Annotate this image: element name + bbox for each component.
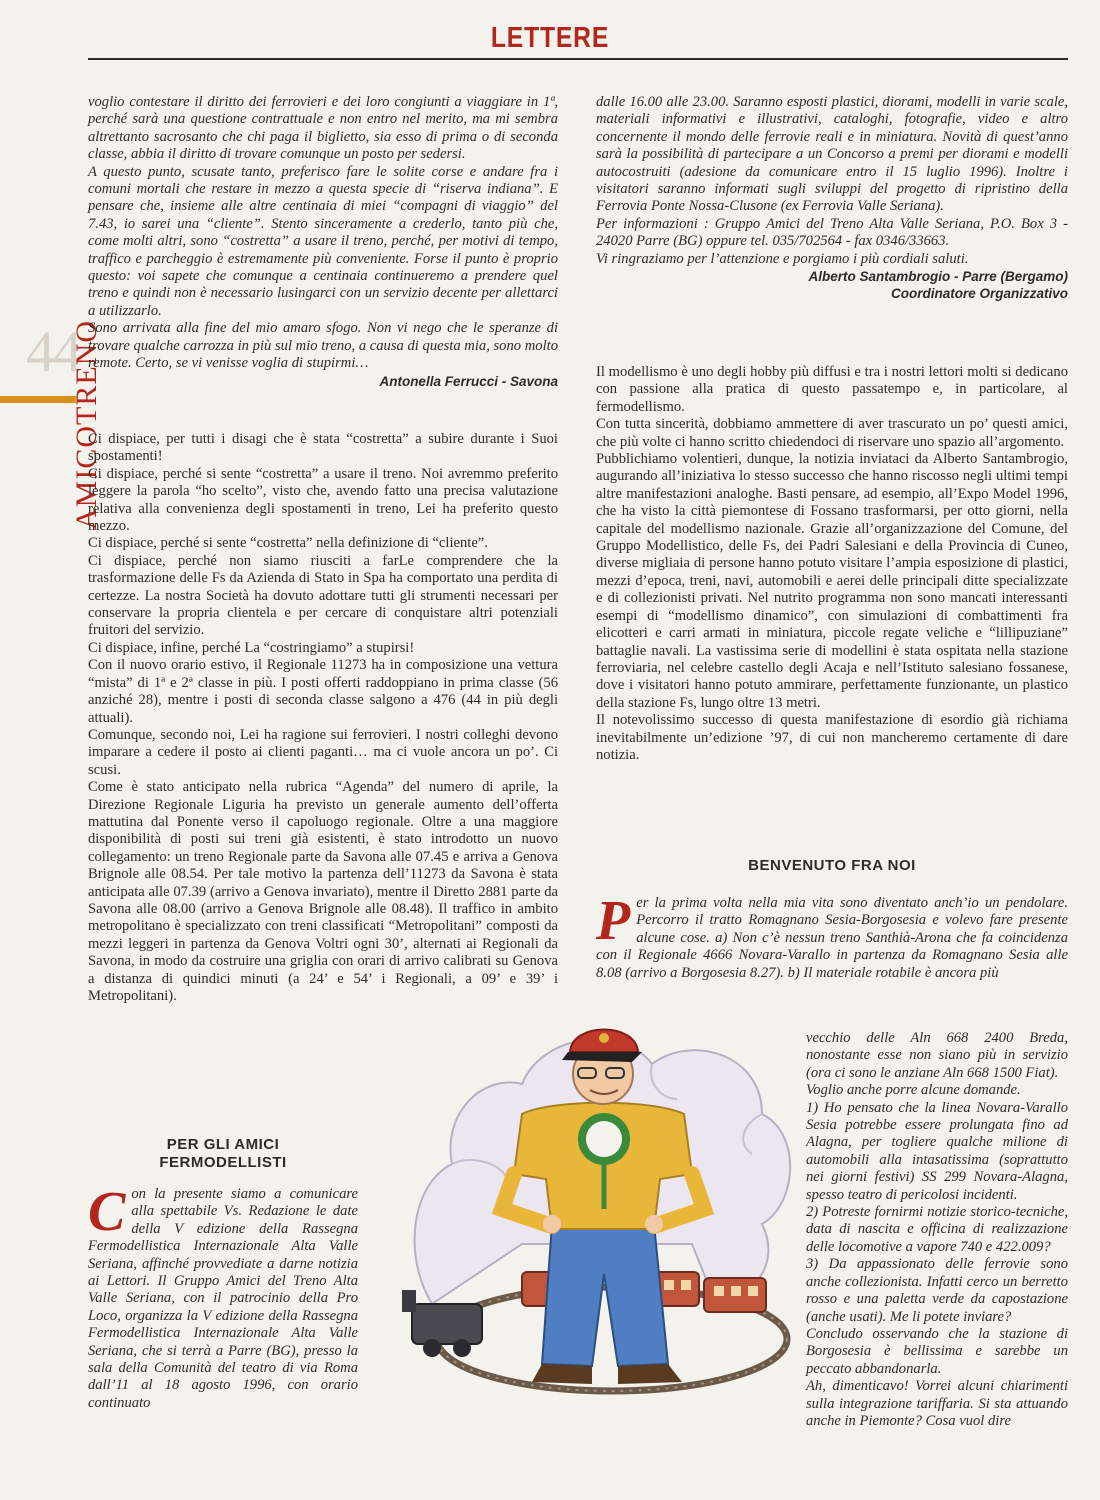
reply-paragraph: Ci dispiace, perché non siamo riusciti a farLe comprendere che la trasformazione delle Fs da Azienda di Stato in Spa ha comportato una perdita di certezze. La nostra Società ha dovuto adottare tutti gli strumenti necessari per conservare la propria clientela e per cercare di conquistare altri potenziali fruitori del servizio. <box>88 552 558 639</box>
header-rule <box>88 58 1068 60</box>
benvenuto-section <box>596 857 1068 982</box>
drop-cap: P <box>596 890 631 952</box>
reply-paragraph: Ci dispiace, perché si sente “costretta” a usare il treno. Noi avremmo preferito leggere la parola “ho scelto”, visto che, avendo fatto una precisa valutazione relativa alla convenienza degli spostamenti in treno, Lei ha preferito questo mezzo. <box>88 465 558 535</box>
letter-body: er la prima volta nella mia vita sono diventato anch’io un pendolare. Percorro il tratto Romagnano Sesia-Borgosesia e volevo fare presente alcune cose. a) Non c’è nessun treno Santhià-Arona che fa coincidenza con il Regionale 4666 Novara-Varallo in partenza da Romagnano Sesia alle 8.08 (arrivo a Borgosesia 8.27). b) Il materiale rotabile è ancora più <box>596 895 1068 981</box>
reply-paragraph: Come è stato anticipato nella rubrica “Agenda” del numero di aprile, la Direzione Regionale Liguria ha previsto un generale aumento dell’offerta mattutina dal Ponente verso il capoluogo regionale. Oltre a una maggiore disponibilità di posti sui treni già esistenti, è stato introdotto un nuovo collegamento: un treno Regionale parte da Savona alle 07.45 e arriva a Genova Brignole alle 08.54. Per tale motivo la partenza dell’11273 da Savona è stata anticipata alle 07.39 (arrivo a Genova invariato), mentre il Diretto 2881 parte da Savona alle 08.00 (arrivo a Genova Brignole alle 08.48). Il traffico in ambito metropolitano è specializzato con treni classificati “Metropolitani” composti da mezzi leggeri in partenza da Genova Voltri ogni 30’, alternati ai Regionali da Savona, in modo da costruire una griglia con orari di arrivo calibrati su Genova a distanza di quindici minuti (a 24’ e 54’ i Regionali, a 09’ e 39’ i Metropolitani). <box>88 779 558 1004</box>
letter-paragraph: Sono arrivata alla fine del mio amaro sfogo. Non vi nego che le speranze di trovare qualche carrozza in più sul mio treno, a causa di questa mia, sono molto remote. Certo, se vi venisse voglia di stupirmi… <box>88 320 558 372</box>
reply-paragraph: Con tutta sincerità, dobbiamo ammettere di aver trascurato un po’ questi amici, che più volte ci hanno scritto chiedendoci di riservare uno spazio all’argomento. <box>596 416 1068 450</box>
letter-paragraph: Ah, dimenticavo! Vorrei alcuni chiarimenti sulla integrazione tariffaria. Si sta attuando anche in Piemonte? Cosa vuol dire <box>806 1378 1068 1429</box>
reply-paragraph: Pubblichiamo volentieri, dunque, la notizia inviataci da Alberto Santambrogio, augurando all’iniziativa lo stesso successo che hanno riscosso negli ultimi tempi altre manifestazioni analoghe. Basti pensare, ad esempio, all’Expo Model 1996, che ha visto la città piemontese di Fossano trasformarsi, per otto giorni, nella capitale del modellismo nazionale. Grazie all’organizzazione del Comune, del Gruppo Modellistico, delle Fs, dei Padri Salesiani e della Provincia di Cuneo, diverse migliaia di persone hanno potuto visitare l’ampia esposizione di plastici, mezzi d’epoca, treni, navi, automobili e aerei delle principali ditte specializzate e di collezionisti privati. Nel nutrito programma non sono mancati interessanti esempi di “modellismo dinamico”, con simulazioni di combattimenti fra elicotteri e carri armati in miniatura, piccole regate veliche e “lillipuziane” battaglie navali. La vastissima serie di modellini è stata ospitata nella stazione ferroviaria, nel celebre castello degli Acaja e nell’Istituto salesiano fossanese, dove i visitatori hanno potuto ammirare, perfettamente funzionante, un plastico della stazione Fs, lungo oltre 13 metri. <box>596 451 1068 711</box>
letter-2 <box>596 94 1068 303</box>
letter-paragraph: 3) Da appassionato delle ferrovie sono anche collezionista. Infatti cerco un berretto rosso e una paletta verde da capostazione (anche usati). Me li potete inviare? <box>806 1256 1068 1325</box>
reply-paragraph: Comunque, secondo noi, Lei ha ragione sui ferrovieri. I nostri colleghi devono imparare a cedere il posto ai clienti paganti… ma ci vuole ancora un po’. Ci scusi. <box>88 726 558 778</box>
page-marker-bar <box>0 396 76 403</box>
letter-body: on la presente siamo a comunicare alla spettabile Vs. Redazione le date della V edizione della Rassegna Fermodellistica Internazionale Alta Valle Seriana, affinché provvediate a darne notizia ai Lettori. Il Gruppo Amici del Treno Alta Valle Seriana, con il patrocinio della Pro Loco, organizza la V edizione della Rassegna Fermodellistica Internazionale Alta Valle Seriana, che si terrà a Parre (BG), presso la sala della Comunità del teatro di via Roma dall’11 al 18 agosto 1996, con orario continuato <box>88 1186 358 1411</box>
letter-signature: Antonella Ferrucci - Savona <box>379 373 558 389</box>
stationmaster-illustration <box>392 1004 812 1404</box>
section-heading: FERMODELLISTI <box>159 1154 287 1171</box>
letter-1 <box>88 94 558 390</box>
letter-paragraph: 2) Potreste fornirmi notizie storico-tecniche, data di nascita e officina di realizzazione delle locomotive a vapore 740 e 422.009? <box>806 1204 1068 1255</box>
letter-paragraph: Per informazioni : Gruppo Amici del Treno Alta Valle Seriana, P.O. Box 3 - 24020 Parre (BG) oppure tel. 035/702564 - fax 0346/33663. <box>596 215 1068 250</box>
benvenuto-continuation <box>806 1030 1068 1430</box>
letter-signature: Alberto Santambrogio - Parre (Bergamo) <box>808 269 1068 285</box>
reply-1 <box>88 431 558 1005</box>
letter-paragraph: Voglio anche porre alcune domande. <box>806 1082 1021 1099</box>
figure-jeans <box>542 1224 668 1366</box>
letter-paragraph: voglio contestare il diritto dei ferrovieri e dei loro congiunti a viaggiare in 1ª, perché sarà una questione contrattuale e non entro nel merito, ma mi sembra altrettanto sacrosanto che chi paga il biglietto, sia esso di prima o di seconda classe, abbia il diritto di trovare comunque un posto per sedersi. <box>88 94 558 163</box>
reply-paragraph: Ci dispiace, perché si sente “costretta” nella definizione di “cliente”. <box>88 535 488 552</box>
letter-paragraph: 1) Ho pensato che la linea Novara-Varallo Sesia potrebbe essere prolungata fino ad Alagna, per togliere qualche milione di automobili alla intasatissima (soprattutto nei giorni festivi) SS 299 Novara-Alagna, spesso teatro di pericolosi incidenti. <box>806 1099 1068 1203</box>
reply-paragraph: Ci dispiace, infine, perché La “costringiamo” a stupirsi! <box>88 639 415 656</box>
section-title: LETTERE <box>490 22 610 54</box>
letter-paragraph: Concludo osservando che la stazione di Borgosesia è bellissima e sarebbe un peccato abbandonarla. <box>806 1325 1068 1377</box>
letter-signature-role: Coordinatore Organizzativo <box>890 286 1068 302</box>
drop-cap: C <box>88 1181 126 1243</box>
letter-paragraph: vecchio delle Aln 668 2400 Breda, nonostante esse non siano più in servizio (ora ci sono le anziane Aln 668 1500 Fiat). <box>806 1030 1068 1081</box>
letter-paragraph: dalle 16.00 alle 23.00. Saranno esposti plastici, diorami, modelli in varie scale, materiali informativi e illustrativi, cataloghi, fotografie, video e altro concernente il mondo delle ferrovie reali e in miniatura. Novità di quest’anno sarà la possibilità di partecipare a un Concorso a premi per diorami e modelli autocostruiti (adesione da comunicare entro il 15 luglio 1996). Inoltre i visitatori saranno informati sugli sviluppi del progetto di ripristino della Ferrovia Ponte Nossa-Clusone (ex Ferrovia Valle Seriana). <box>596 94 1068 215</box>
page-number: 44 <box>26 319 80 384</box>
reply-paragraph: Con il nuovo orario estivo, il Regionale 11273 ha in composizione una vettura “mista” di 1ª e 2ª classe in più. I posti offerti raddoppiano in prima classe (56 anziché 28), mentre i posti di seconda classe salgono a 476 (44 in più degli attuali). <box>88 657 558 726</box>
letter-paragraph: A questo punto, scusate tanto, preferisco fare le solite corse e andare fra i comuni mortali che restare in mezzo a questa specie di “riserva indiana”. E pensare che, insieme alle altre centinaia di miei “compagni di viaggio” del 7.43, io sarei una “cliente”. Stento sinceramente a crederlo, tanto più che, come molti altri, sono “costretta” a usare il treno, perché, per motivi di tempo, traffico e parcheggio è estremamente più conveniente. Forse il punto è proprio questo: voi sapete che comunque a centinaia continueremo a prendere quel treno e quindi non è necessario lusingarci con un servizio decente per allettarci a utilizzarlo. <box>88 163 558 319</box>
reply-paragraph: Il modellismo è uno degli hobby più diffusi e tra i nostri lettori molti si dedicano con passione alla pratica di questo passatempo e, in particolare, al fermodellismo. <box>596 364 1068 415</box>
reply-2 <box>596 364 1068 764</box>
section-heading: BENVENUTO FRA NOI <box>748 857 916 874</box>
letter-paragraph: Vi ringraziamo per l’attenzione e porgiamo i più cordiali saluti. <box>596 250 969 267</box>
reply-paragraph: Il notevolissimo successo di questa manifestazione di esordio già richiama inevitabilmente un’edizione ’97, di cui non mancheremo certamente di dare notizia. <box>596 712 1068 763</box>
reply-paragraph: Ci dispiace, per tutti i disagi che è stata “costretta” a subire durante i Suoi spostamenti! <box>88 431 558 465</box>
magazine-side-title: AMICOTRENO <box>70 320 103 530</box>
section-heading: PER GLI AMICI <box>166 1136 280 1153</box>
fermodellisti-section <box>88 1136 358 1412</box>
